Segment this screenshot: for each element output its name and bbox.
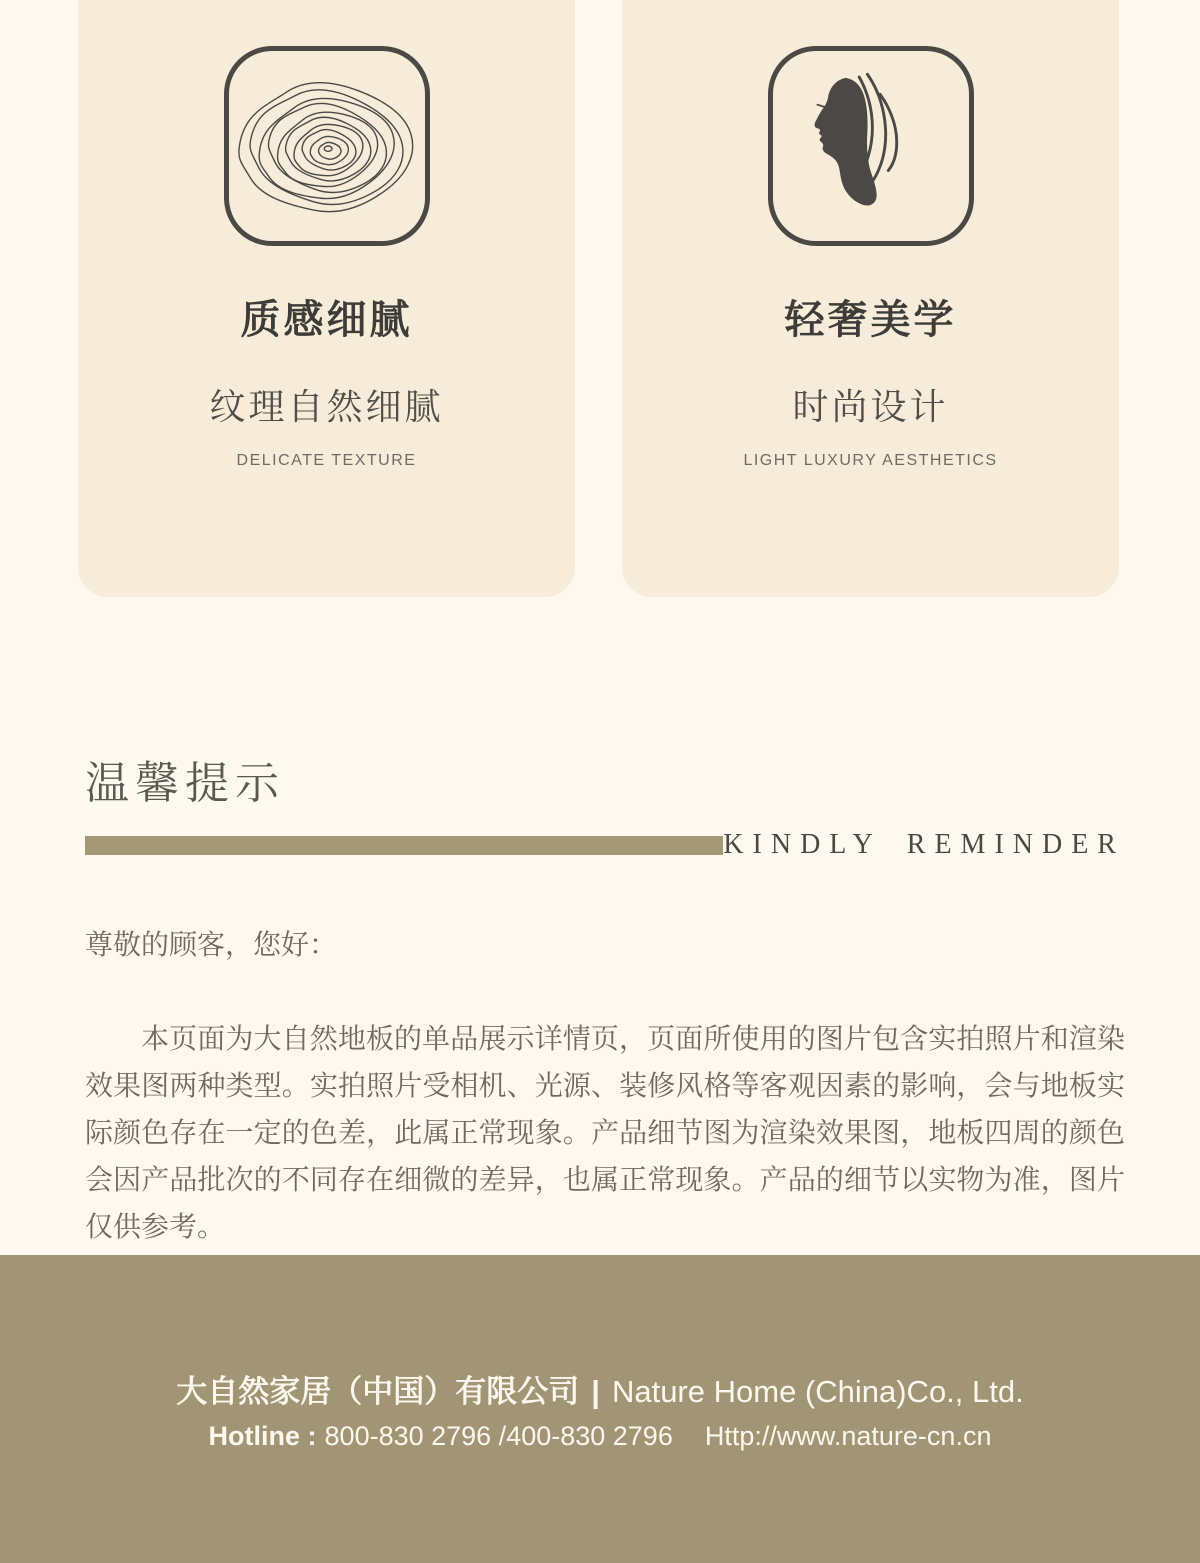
reminder-divider-row	[85, 829, 1125, 861]
hotline-label: Hotline :	[208, 1421, 317, 1451]
divider-bar	[85, 836, 723, 855]
separator-bar: |	[591, 1374, 600, 1409]
reminder-body-text: 本页面为大自然地板的单品展示详情页，页面所使用的图片包含实拍照片和渲染效果图两种类型。实拍照片受相机、光源、装修风格等客观因素的影响，会与地板实际颜色存在一定的色差，此属正常现象。产品细节图为渲染效果图，地板四周的颜色会因产品批次的不同存在细微的差异，也属正常现象。产品的细节以实物为准，图片仅供参考。	[85, 1023, 1125, 1242]
feature-subtitle: 纹理自然细腻	[209, 386, 444, 427]
feature-card-texture	[78, 0, 575, 597]
feature-caption: DELICATE TEXTURE	[236, 452, 417, 469]
feature-subtitle: 时尚设计	[792, 386, 949, 427]
woman-profile-icon	[791, 67, 951, 225]
hotline-numbers: 800-830 2796 /400-830 2796	[324, 1421, 673, 1451]
wood-grain-icon-box	[224, 46, 430, 246]
company-line	[176, 1366, 1023, 1411]
feature-title: 轻奢美学	[784, 298, 957, 342]
wood-grain-icon	[235, 75, 419, 217]
website-url: Http://www.nature-cn.cn	[704, 1421, 992, 1451]
greeting-text: 尊敬的顾客，您好：	[85, 929, 338, 960]
hotline-line	[209, 1421, 992, 1452]
reminder-heading-en: KINDLY REMINDER	[723, 829, 1125, 860]
woman-profile-icon-box	[768, 46, 974, 246]
company-name-cn: 大自然家居（中国）有限公司	[176, 1374, 580, 1409]
reminder-heading: 温馨提示	[85, 759, 285, 808]
footer	[0, 1255, 1200, 1563]
reminder-section	[85, 747, 1125, 1250]
feature-cards-section	[0, 0, 1200, 597]
feature-title: 质感细腻	[240, 298, 413, 342]
company-name-en: Nature Home (China)Co., Ltd.	[611, 1374, 1024, 1409]
feature-card-aesthetics	[622, 0, 1119, 597]
feature-caption: LIGHT LUXURY AESTHETICS	[743, 452, 998, 469]
